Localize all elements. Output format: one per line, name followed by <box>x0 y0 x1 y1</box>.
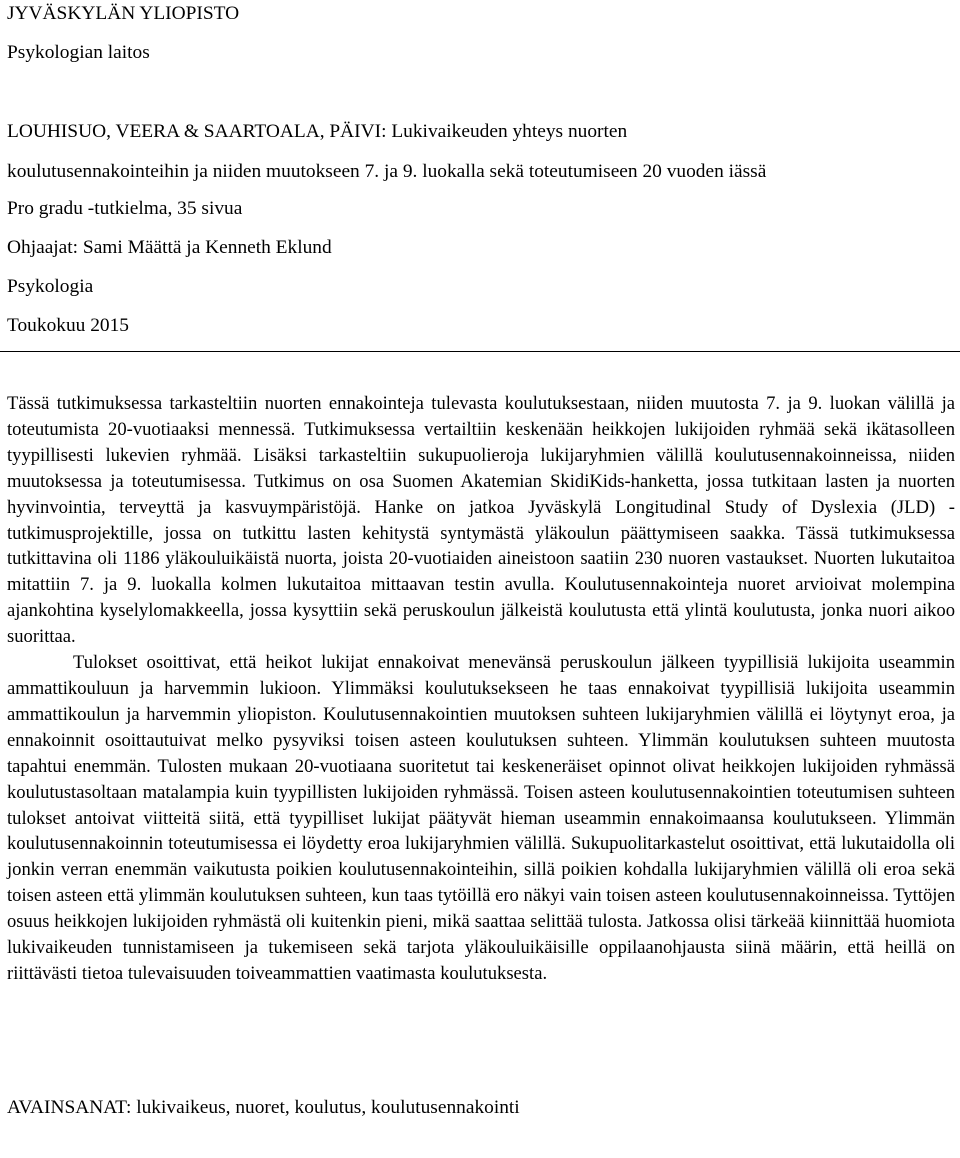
authors-and-title: LOUHISUO, VEERA & SAARTOALA, PÄIVI: Lukivaikeuden yhteys nuorten koulutusennakointeihin ja niiden muutokseen 7. ja 9. luokalla sekä toteutumiseen 20 vuoden iässä <box>7 121 767 182</box>
abstract-paragraph-2: Tulokset osoittivat, että heikot lukijat ennakoivat menevänsä peruskoulun jälkeen tyypillisiä lukijoita useammin ammattikouluun ja harvemmin lukioon. Ylimmäksi koulutuksekseen he taas ennakoivat tyypillisiä lukijoita useammin ammattikoulun ja harvemmin yliopiston. Koulutusennakointien muutoksen suhteen lukijaryhmien välillä ei löytynyt eroa, ja ennakoinnit osoittautuivat melko pysyviksi toisen asteen koulutuksen suhteen. Ylimmän koulutuksen suhteen muutosta tapahtui enemmän. Tulosten mukaan 20-vuotiaana suoritetut tai keskeneräiset opinnot olivat heikkojen lukijoiden ryhmässä koulutustasoltaan matalampia kuin tyypillisten lukijoiden ryhmässä. Toisen asteen koulutusennakointien toteutumisen suhteen tulokset antoivat viitteitä siitä, että tyypilliset lukijat päätyvät hieman useammin ennakoimaansa koulutukseen. Ylimmän koulutusennakoinnin toteutumisessa ei löydetty eroa lukijaryhmien välillä. Sukupuolitarkastelut osoittivat, että lukutaidolla oli jonkin verran enemmän vaikutusta poikien koulutusennakointeihin, sillä poikien kohdalla lukijaryhmien välillä oli eroa sekä toisen asteen että ylimmän koulutuksen suhteen, kun taas tytöillä ero näkyi vain toisen asteen koulutusennakoinneissa. Tyttöjen osuus heikkojen lukijoiden ryhmästä oli kuitenkin pieni, mikä saattaa selittää tulosta. Jatkossa olisi tärkeää kiinnittää huomiota lukivaikeuden tunnistamiseen ja tukemiseen sekä tarjota yläkouluikäisille oppilaanohjausta siinä määrin, että heillä on riittävästi tietoa tulevaisuuden toiveammattien vaatimasta koulutuksesta. <box>7 652 955 984</box>
thesis-type: Pro gradu -tutkielma, 35 sivua <box>7 198 243 219</box>
department-name: Psykologian laitos <box>7 42 150 63</box>
abstract-paragraph-1: Tässä tutkimuksessa tarkasteltiin nuorten ennakointeja tulevasta koulutuksestaan, niiden muutosta 7. ja 9. luokan välillä ja toteutumista 20-vuotiaaksi mennessä. Tutkimuksessa vertailtiin keskenään heikkojen lukijoiden ryhmää sekä ikätasolleen tyypillisesti lukevien ryhmää. Lisäksi tarkasteltiin sukupuolieroja lukijaryhmien välillä koulutusennakoinneissa, niiden muutoksessa ja toteutumisessa. Tutkimus on osa Suomen Akatemian SkidiKids-hanketta, jossa tutkitaan lasten ja nuorten hyvinvointia, terveyttä ja kasvuympäristöjä. Hanke on jatkoa Jyväskylä Longitudinal Study of Dyslexia (JLD) -tutkimusprojektille, jossa on tutkittu lasten kehitystä syntymästä yläkoulun päättymiseen saakka. Tässä tutkimuksessa tutkittavina oli 1186 yläkouluikäistä nuorta, joista 20-vuotiaiden aineistoon saatiin 230 nuoren vastaukset. Nuorten lukutaitoa mitattiin 7. ja 9. luokalla kolmen lukutaitoa mittaavan testin avulla. Koulutusennakointeja nuoret arvioivat molempina ajankohtina kyselylomakkeella, jossa kysyttiin sekä peruskoulun jälkeistä koulutusta että ylintä koulutusta, jonka nuori aikoo suorittaa. <box>7 393 955 648</box>
publication-date: Toukokuu 2015 <box>7 315 129 336</box>
subject: Psykologia <box>7 276 94 297</box>
header-divider <box>0 351 960 352</box>
supervisors: Ohjaajat: Sami Määttä ja Kenneth Eklund <box>7 237 332 258</box>
keywords: AVAINSANAT: lukivaikeus, nuoret, koulutus, koulutusennakointi <box>7 1097 520 1118</box>
abstract-body <box>7 391 955 987</box>
university-name: JYVÄSKYLÄN YLIOPISTO <box>7 3 240 24</box>
